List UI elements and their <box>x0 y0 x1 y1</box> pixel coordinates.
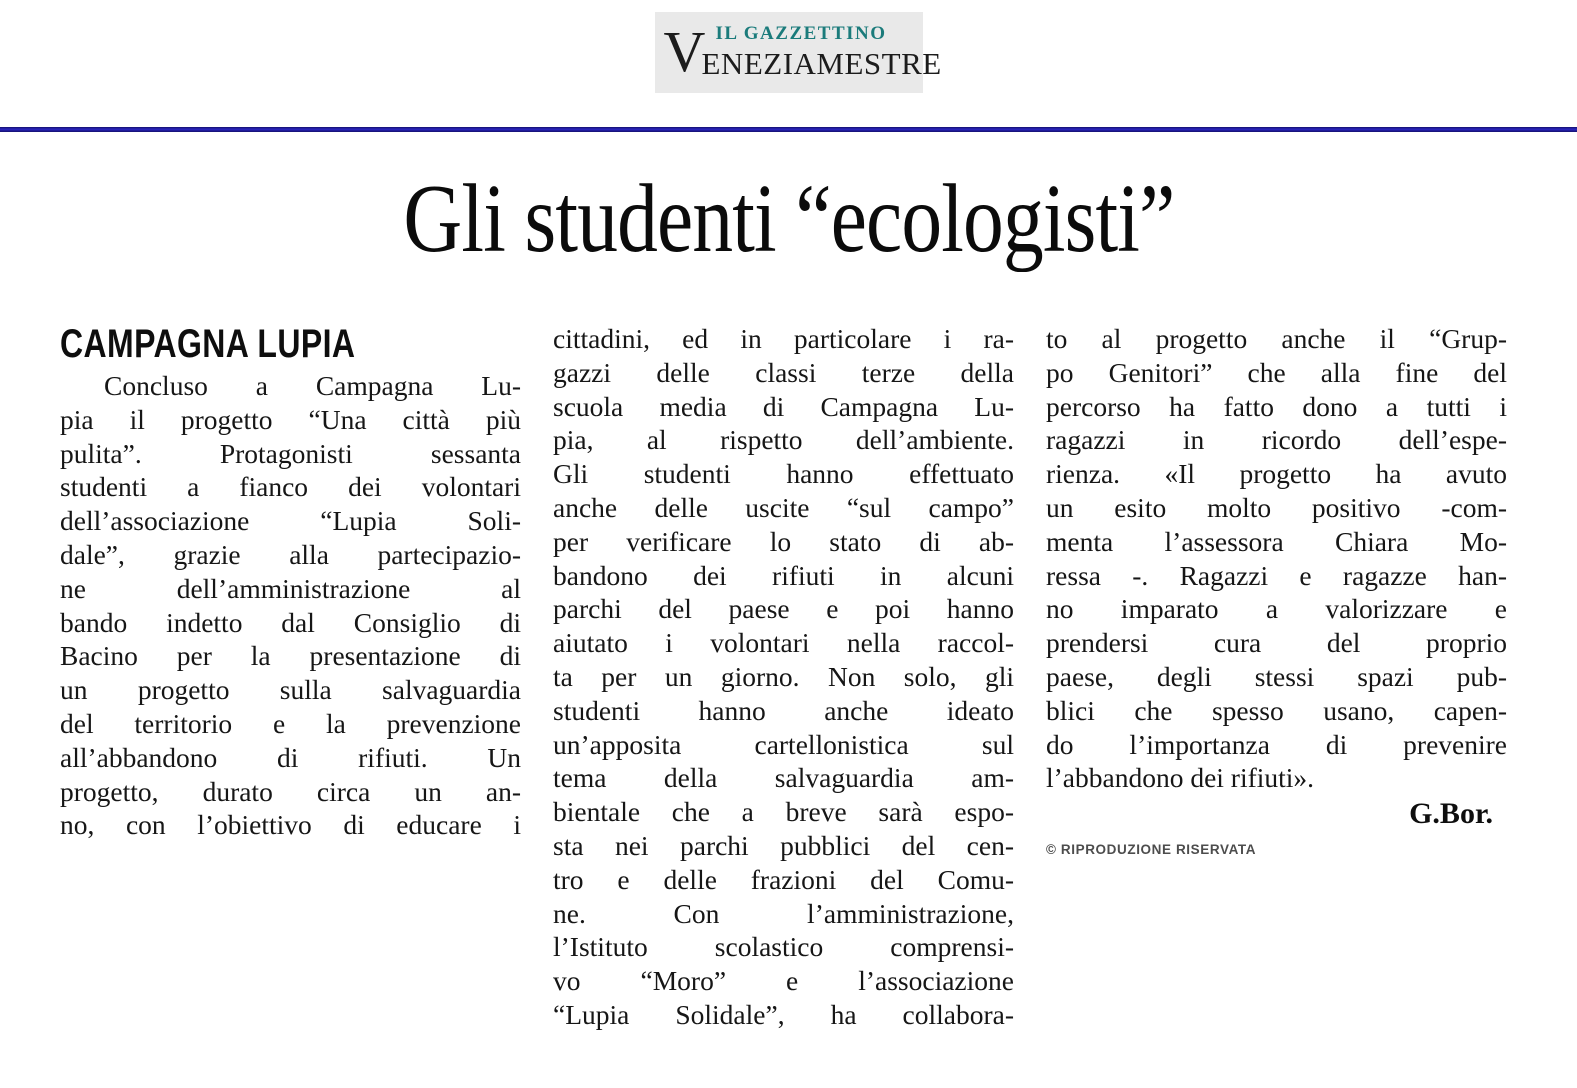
text-line: bando indetto dal Consiglio di <box>60 606 521 638</box>
text-line: all’abbandono di rifiuti. Un <box>60 741 521 773</box>
text-line: menta l’assessora Chiara Mo- <box>1046 525 1507 557</box>
text-line: percorso ha fatto dono a tutti i <box>1046 390 1507 422</box>
text-line: l’abbandono dei rifiuti». <box>1046 762 1315 794</box>
text-line: vo “Moro” e l’associazione <box>553 965 1014 997</box>
text-line: Gli studenti hanno effettuato <box>553 458 1014 490</box>
text-line: “Lupia Solidale”, ha collabora- <box>553 998 1014 1030</box>
text-line: pulita”. Protagonisti sessanta <box>60 437 521 469</box>
text-line: prendersi cura del proprio <box>1046 627 1507 659</box>
text-line: Concluso a Campagna Lu- <box>104 370 521 401</box>
text-line: dell’associazione “Lupia Soli- <box>60 505 521 537</box>
text-line: per verificare lo stato di ab- <box>553 525 1014 557</box>
text-line: progetto, durato circa un an- <box>60 775 521 807</box>
article-column-3 <box>1046 322 1507 1032</box>
text-line: blici che spesso usano, capen- <box>1046 694 1507 726</box>
text-line: pia il progetto “Una città più <box>60 403 521 435</box>
text-line: del territorio e la prevenzione <box>60 707 521 739</box>
text-line: anche delle uscite “sul campo” <box>553 491 1014 523</box>
text-line: po Genitori” che alla fine del <box>1046 356 1507 388</box>
article-headline-text: Gli studenti “ecologisti” <box>402 165 1175 272</box>
byline: G.Bor. <box>1409 797 1493 831</box>
text-line: Bacino per la presentazione di <box>60 640 521 672</box>
article-column-2 <box>553 322 1014 1032</box>
text-line: rienza. «Il progetto ha avuto <box>1046 458 1507 490</box>
text-line: studenti hanno anche ideato <box>553 694 1014 726</box>
article-body <box>60 322 1510 1032</box>
text-line: cittadini, ed in particolare i ra- <box>553 323 1014 354</box>
article-headline <box>0 162 1577 276</box>
text-line: studenti a fianco dei volontari <box>60 471 521 503</box>
text-line: dale”, grazie alla partecipazio- <box>60 538 521 570</box>
text-line: bientale che a breve sarà espo- <box>553 796 1014 828</box>
text-line: pia, al rispetto dell’ambiente. <box>553 424 1014 456</box>
column-3-lines <box>1046 322 1507 795</box>
text-line: un progetto sulla salvaguardia <box>60 674 521 706</box>
text-line: ragazzi in ricordo dell’espe- <box>1046 424 1507 456</box>
column-2-lines <box>553 322 1014 1032</box>
text-line: l’Istituto scolastico comprensi- <box>553 931 1014 963</box>
masthead-edition-name: ENEZIAMESTRE <box>701 46 942 81</box>
masthead-logo <box>655 12 942 93</box>
location-kicker: CAMPAGNA LUPIA <box>60 322 356 366</box>
text-line: paese, degli stessi spazi pub- <box>1046 660 1507 692</box>
text-line: un esito molto positivo -com- <box>1046 491 1507 523</box>
text-line: no, con l’obiettivo di educare i <box>60 809 521 841</box>
text-line: tema della salvaguardia am- <box>553 762 1014 794</box>
text-line: tro e delle frazioni del Comu- <box>553 863 1014 895</box>
masthead-divider-rule <box>0 127 1577 132</box>
article-column-1 <box>60 322 521 1032</box>
text-line: ne dell’amministrazione al <box>60 572 521 604</box>
text-line: aiutato i volontari nella raccol- <box>553 627 1014 659</box>
text-line: scuola media di Campagna Lu- <box>553 390 1014 422</box>
text-line: gazzi delle classi terze della <box>553 356 1014 388</box>
column-1-lines <box>60 369 521 842</box>
masthead-title: IL GAZZETTINO <box>715 23 887 44</box>
text-line: to al progetto anche il “Grup- <box>1046 323 1507 354</box>
masthead-edition-initial: V <box>663 19 706 84</box>
text-line: no imparato a valorizzare e <box>1046 593 1507 625</box>
text-line: ne. Con l’amministrazione, <box>553 897 1014 929</box>
text-line: parchi del paese e poi hanno <box>553 593 1014 625</box>
text-line: un’apposita cartellonistica sul <box>553 728 1014 760</box>
text-line: bandono dei rifiuti in alcuni <box>553 559 1014 591</box>
text-line: ressa -. Ragazzi e ragazze han- <box>1046 559 1507 591</box>
text-line: do l’importanza di prevenire <box>1046 728 1507 760</box>
copyright-notice: © RIPRODUZIONE RISERVATA <box>1046 842 1257 858</box>
text-line: sta nei parchi pubblici del cen- <box>553 829 1014 861</box>
text-line: ta per un giorno. Non solo, gli <box>553 660 1014 692</box>
